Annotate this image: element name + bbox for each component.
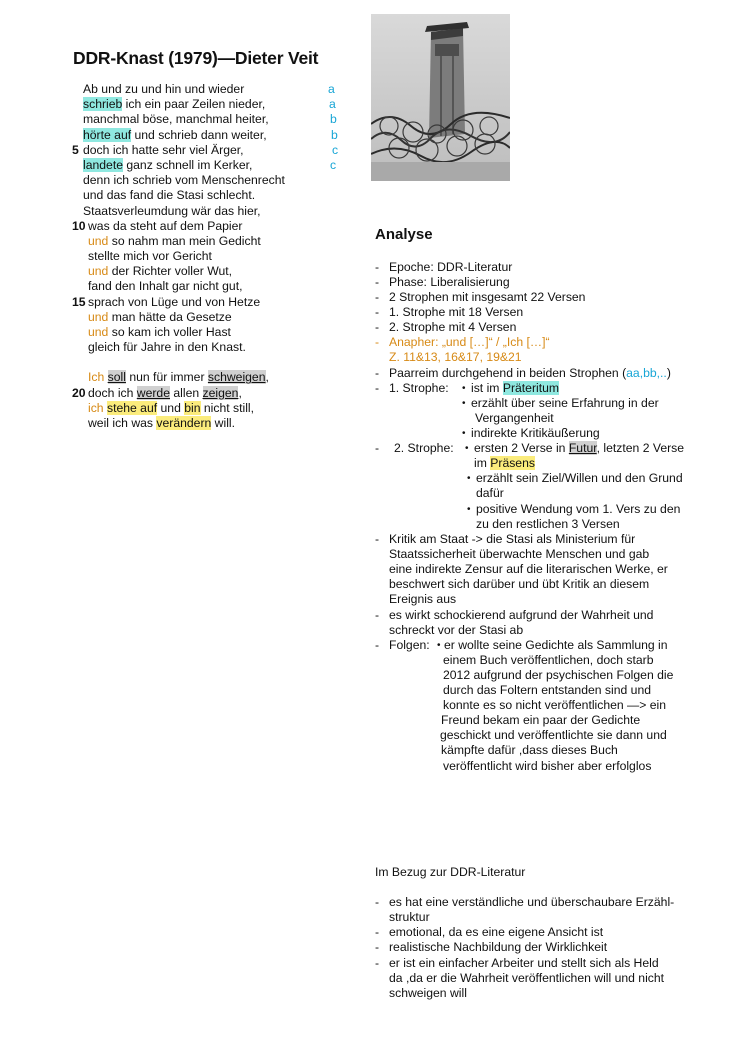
poem-line: gleich für Jahre in den Knast. xyxy=(88,340,246,355)
watchtower-barbed-wire-icon xyxy=(371,14,510,181)
analysis-item: Anapher: „und […]“ / „Ich […]“ xyxy=(389,335,550,349)
prison-photo xyxy=(371,14,510,181)
rhyme-letter: a xyxy=(329,97,336,112)
poem-line: Ich soll nun für immer schweigen, xyxy=(88,370,269,385)
analysis-item: Phase: Liberalisierung xyxy=(389,275,510,289)
analysis-heading: Analyse xyxy=(375,226,433,243)
analysis-item: es wirkt schockierend aufgrund der Wahrheit und xyxy=(389,608,654,622)
analysis-item: 2. Strophe: xyxy=(394,441,454,455)
rhyme-letter: b xyxy=(330,112,337,127)
analysis-item: 1. Strophe mit 18 Versen xyxy=(389,305,524,319)
poem-line: 5 doch ich hatte sehr viel Ärger, c xyxy=(72,142,339,157)
poem-line: hörte auf und schrieb dann weiter, b xyxy=(83,127,338,142)
rhyme-letter: c xyxy=(330,157,337,172)
analysis-item: 2 Strophen mit insgesamt 22 Versen xyxy=(389,290,586,304)
bezug-item: realistische Nachbildung der Wirklichkeit xyxy=(389,940,608,954)
poem-line: und man hätte da Gesetze xyxy=(88,309,232,324)
poem-line: fand den Inhalt gar nicht gut, xyxy=(88,279,243,294)
analysis-item: Paarreim durchgehend in beiden Strophen (aa,bb,..) xyxy=(389,366,671,380)
analysis-item: Z. 11&13, 16&17, 19&21 xyxy=(389,350,522,364)
poem-line: und das fand die Stasi schlecht. xyxy=(83,188,256,203)
poem-line: stellte mich vor Gericht xyxy=(88,249,212,264)
poem-line: 10 was da steht auf dem Papier xyxy=(72,218,243,233)
poem-line: denn ich schrieb vom Menschenrecht xyxy=(83,173,285,188)
poem-line: manchmal böse, manchmal heiter, b xyxy=(83,112,337,127)
poem-line: schrieb ich ein paar Zeilen nieder, a xyxy=(83,97,336,112)
rhyme-letter: b xyxy=(331,127,338,142)
bezug-item: es hat eine verständliche und überschaubare Erzähl- xyxy=(389,895,675,909)
poem-text xyxy=(72,82,362,431)
bezug-item: er ist ein einfacher Arbeiter und stellt sich als Held xyxy=(389,956,659,970)
analysis-item: 2. Strophe mit 4 Versen xyxy=(389,320,517,334)
analysis-item: Kritik am Staat -> die Stasi als Ministerium für xyxy=(389,532,636,546)
poem-line: landete ganz schnell im Kerker, c xyxy=(83,157,337,172)
analysis-item: Epoche: DDR-Literatur xyxy=(389,260,513,274)
rhyme-letter: a xyxy=(328,82,335,96)
rhyme-letter: c xyxy=(332,142,339,157)
poem-line: Ab und zu und hin und wieder a xyxy=(83,82,335,96)
bezug-item: emotional, da es eine eigene Ansicht ist xyxy=(389,925,604,939)
poem-line: 20 doch ich werde allen zeigen, xyxy=(72,385,242,400)
poem-line: und so kam ich voller Hast xyxy=(88,325,231,339)
poem-line: ich stehe auf und bin nicht still, xyxy=(88,400,255,415)
poem-line: weil ich was verändern will. xyxy=(88,415,235,430)
section-heading: Im Bezug zur DDR-Literatur xyxy=(375,865,526,879)
poem-line: 15 sprach von Lüge und von Hetze xyxy=(72,294,261,309)
analysis-item: 1. Strophe: xyxy=(389,381,449,395)
poem-line: und so nahm man mein Gedicht xyxy=(88,233,261,248)
analysis-item: Folgen: xyxy=(389,638,430,652)
poem-line: Staatsverleumdung wär das hier, xyxy=(83,203,261,218)
poem-title: DDR-Knast (1979)—Dieter Veit xyxy=(73,48,319,68)
poem-line: und der Richter voller Wut, xyxy=(88,264,233,279)
